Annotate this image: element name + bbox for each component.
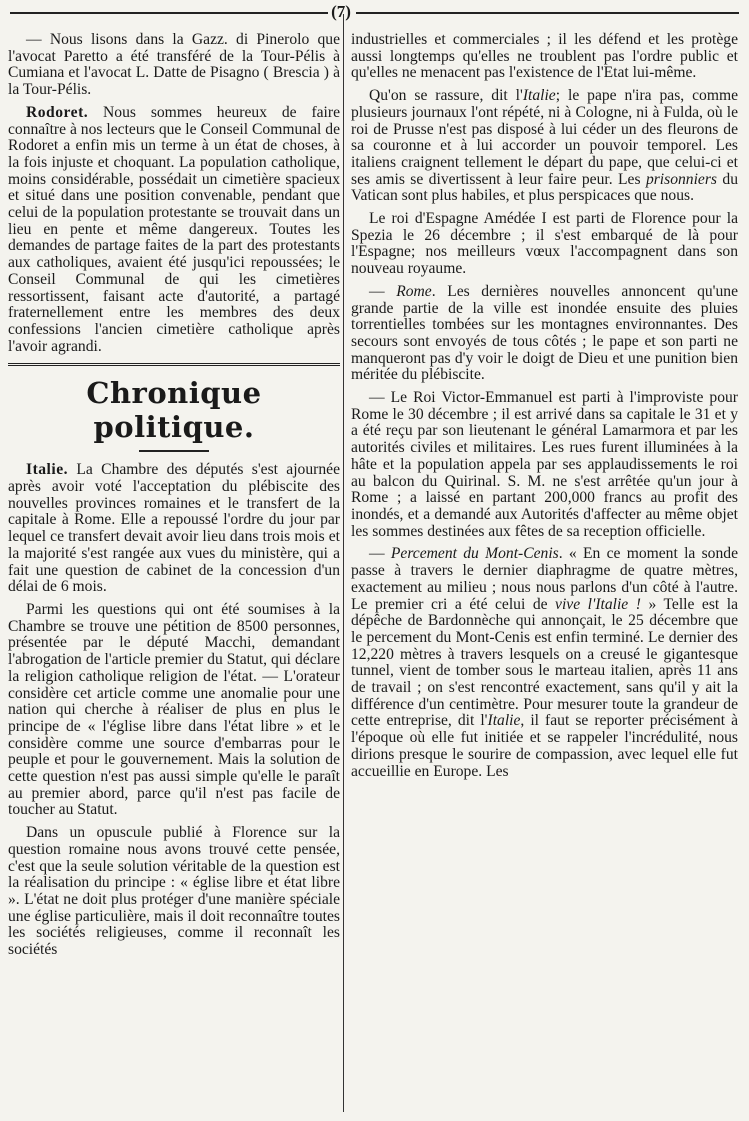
section-title: Chronique politique. — [86, 376, 262, 445]
paragraph-victor-emmanuel: — Le Roi Victor-Emmanuel est parti à l'improviste pour Rome le 30 décembre ; il est arrivé dans sa capitale le 31 et y a été reçu par son lieutenant le général Lamarmora et par les autorités civiles et militaires. Les rues furent illuminées à la hâte et la population appela par ses applaudissements le roi au balcon du Quirinal. S. M. ne s'est arrêtée qu'un jour à Rome ; a laissé en partant 200,000 francs au profit des inondés, et a demandé aux Autorités d'affecter au même objet les sommes destinées aux fêtes de sa reception officielle. — [351, 389, 738, 540]
page-number: (7) — [331, 2, 351, 21]
rome-text: . Les dernières nouvelles annoncent qu'une grande partie de la ville est inondée ensuite des pluies torrentielles tombées sur les montagnes environnantes. Des secours sont envoyés de tous côtés ; le pape et son parti ne manqueront pas d'y voir le doigt de Dieu et une punition bien méritée du plébiscite. — [351, 282, 738, 384]
mont-cenis-text-g: , il faut se reporter précisément à l'époque où elle fut initiée et se rappeler l'incrédulité, nous dirions presque le sourire de compassion, avec lequel elle fut accueillie en Europe. Les — [351, 712, 738, 780]
paragraph-petition: Parmi les questions qui ont été soumises à la Chambre se trouve une pétition de 8500 personnes, présentée par le député Macchi, demandant l'abrogation de l'article premier du Statut, qui déclare la religion catholique religion de l'état. — L'orateur considère cet article comme une anomalie pour une nation qui cherche à réaliser de plus en plus le principe de « l'église libre dans l'état libre » et le considère comme une source d'embarras pour le peuple et pour le gouvernement. Mais la solution de cette question n'est pas aussi simple qu'elle le paraît au premier abord, parce qu'il n'est pas facile de toucher au Statut. — [8, 600, 340, 819]
rodoret-lead: Rodoret. — [26, 103, 89, 121]
left-column — [8, 32, 340, 965]
pape-text-c: ; le pape n'ira pas, comme plusieurs journaux l'ont répété, ni à Cologne, ni à Fulda, où le roi de Prusse n'est pas disposé à lui céder un des fleurons de sa couronne et à lui accorder un pouvoir temporel. Les italiens craignent tellement le départ du pape, que celui-ci et ses amis se divertissent à leur faire peur. Les — [351, 87, 738, 188]
paragraph-italie — [8, 462, 340, 596]
section-divider — [8, 363, 340, 366]
rome-title: Rome — [396, 282, 432, 300]
mont-cenis-text-e: » Telle est la dépêche de Bardonnèche qui annonçait, le 25 décembre que le percement du Mont-Cenis est enfin terminé. Le dernier des 12,220 mètres à travers lesquels on a creusé le gigantesque tunnel, vient de tomber sous le marteau italien, après 11 ans de travail ; on s'est rencontré exactement, sans qu'il y ait la différence d'un centimètre. Pour mesurer toute la grandeur de cette entreprise, dit l' — [351, 595, 738, 730]
paragraph-roi-espagne: Le roi d'Espagne Amédée I est parti de Florence pour la Spezia le 26 décembre ; il s'est embarqué de là pour l'Espagne; nos meilleurs vœux l'accompagnent dans son nouveau royaume. — [351, 210, 738, 278]
pape-text-a: Qu'on se rassure, dit l' — [369, 87, 523, 105]
header-rule-right — [356, 12, 739, 14]
paragraph-gazette-pinerolo: — Nous lisons dans la Gazz. di Pinerolo que l'avocat Paretto a été transféré de la Tour-Pélis à Cumiana et l'avocat L. Datte de Pisagno ( Brescia ) à la Tour-Pélis. — [8, 31, 340, 99]
header-rule-left — [10, 12, 328, 14]
mont-cenis-title: Percement du Mont-Cenis — [390, 545, 559, 563]
paragraph-continuation: industrielles et commerciales ; il les défend et les protège aussi longtemps qu'elles ne troublent pas l'ordre public et qu'elles ne menacent pas l'existence de l'Etat lui-même. — [351, 31, 738, 82]
paragraph-rodoret — [8, 105, 340, 356]
pape-text-e: du Vatican sont plus habiles, et plus perspicaces que nous. — [351, 170, 738, 205]
mont-cenis-text-c: . « En ce moment la sonde passe à travers le dernier diaphragme de quatre mètres, exactement au milieu ; nous nous parlons d'un côté à l'autre. Le premier cri a été celui de — [351, 545, 738, 613]
paragraph-pape — [351, 88, 738, 205]
mont-cenis-italie: Italie — [487, 712, 521, 730]
paragraph-mont-cenis — [351, 546, 738, 780]
pape-italie: Italie — [522, 87, 556, 105]
pape-prisonniers: prisonniers — [645, 170, 717, 188]
italie-lead: Italie. — [26, 461, 69, 479]
right-column — [351, 32, 738, 786]
mont-cenis-vive: vive l'Italie ! — [555, 595, 641, 613]
italie-text: La Chambre des députés s'est ajournée après avoir voté l'acceptation du plébiscite des nouvelles provinces romaines et le transfert de la capitale à Rome. Elle a repoussé l'ordre du jour par lequel ce transfert devait avoir lieu dans trois mois et la majorité s'est rangée aux vues du ministère, qui a fait une question de cabinet de la concession d'un délai de 6 mois. — [8, 461, 340, 596]
mont-cenis-dash: — — [369, 545, 391, 563]
paragraph-rome — [351, 284, 738, 384]
page-header — [0, 0, 749, 28]
rodoret-text: Nous sommes heureux de faire connaître à nos lecteurs que le Conseil Communal de Rodoret a enfin mis un terme à un état de choses, à la fois injuste et choquant. La population catholique, moins considérable, possédait un cimetière spacieux et situé dans une position convenable, pendant que celui de la population protestante se trouvait dans un lieu en pente et même dangereux. Toutes les demandes de partage faites de la part des protestants aux catholiques, avaient été jusqu'ici repoussées; le Conseil Communal de qui les cimetières ressortissent, faisant acte d'autorité, a partagé fraternellement entre les membres des deux confessions l'ancien cimetière catholique après l'avoir agrandi. — [8, 103, 340, 355]
rome-dash: — — [369, 282, 397, 300]
paragraph-opuscule: Dans un opuscule publié à Florence sur la question romaine nous avons trouvé cette pensée, c'est que la seule solution véritable de la question est la réalisation du principe : « église libre et état libre ». L'état ne doit plus protéger d'une manière spéciale une église particulière, mais il doit reconnaître toutes les sociétés religieuses, comme il reconnaît les sociétés — [8, 824, 340, 959]
column-divider — [343, 14, 344, 1112]
title-underline — [139, 450, 209, 452]
